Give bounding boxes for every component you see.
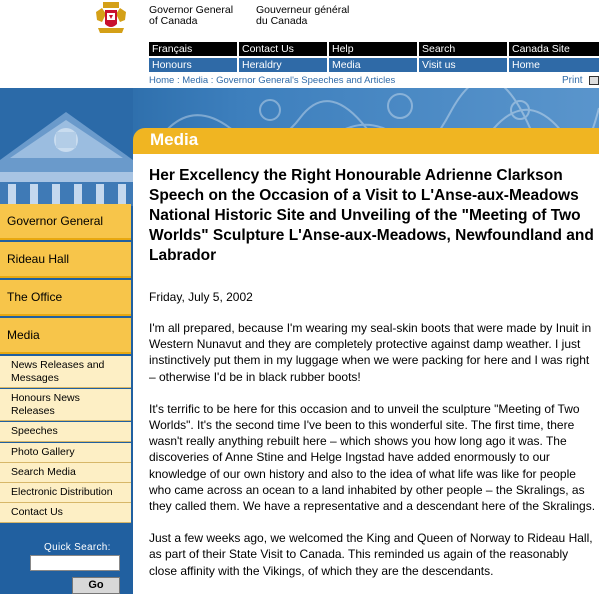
- sidebar-subitem-contact-us[interactable]: Contact Us: [0, 503, 131, 523]
- nav-link-canada-site[interactable]: Canada Site: [512, 43, 570, 55]
- nav-link-honours[interactable]: Honours: [149, 58, 239, 72]
- sidebar-item-governor-general[interactable]: Governor General: [0, 204, 131, 240]
- site-title-english-line2: of Canada: [149, 15, 198, 27]
- breadcrumb-home[interactable]: Home: [149, 75, 175, 86]
- article-title: Her Excellency the Right Honourable Adrienne Clarkson Speech on the Occasion of a Visit to L'Anse-aux-Meadows National Historic Site and Unveiling of the "Meeting of Two Worlds" Sculpture L'Anse-aux-Meadows, Newfoundland and Labrador: [149, 167, 594, 264]
- nav-link-visit-us[interactable]: Visit us: [419, 58, 509, 72]
- sidebar-item-the-office[interactable]: The Office: [0, 280, 131, 316]
- site-title-english-line1: Governor General: [149, 4, 234, 16]
- breadcrumb-separator: :: [174, 75, 183, 86]
- sidebar-subitem-photo-gallery[interactable]: Photo Gallery: [0, 443, 131, 463]
- sidebar-subitem-news-releases[interactable]: News Releases and Messages: [0, 356, 131, 388]
- printer-icon[interactable]: [589, 76, 599, 85]
- site-title-french-line1: Gouverneur général: [256, 4, 350, 16]
- breadcrumb-media[interactable]: Media: [182, 75, 209, 86]
- nav-link-contact-us[interactable]: Contact Us: [239, 42, 329, 56]
- print-link[interactable]: Print: [562, 75, 583, 86]
- quick-search-label: Quick Search:: [44, 542, 111, 553]
- nav-link-help[interactable]: Help: [329, 42, 419, 56]
- sidebar-subitem-honours-news[interactable]: Honours News Releases: [0, 389, 131, 421]
- section-title: Media: [150, 130, 199, 149]
- breadcrumb-separator: :: [208, 75, 217, 86]
- nav-link-media[interactable]: Media: [329, 58, 419, 72]
- breadcrumb: [149, 75, 395, 86]
- site-title-english: [149, 5, 233, 27]
- sidebar-item-rideau-hall[interactable]: Rideau Hall: [0, 242, 131, 278]
- sidebar-item-media[interactable]: Media: [0, 318, 131, 354]
- site-title-french: [256, 5, 349, 27]
- article: [149, 166, 596, 579]
- coat-of-arms-logo: [92, 2, 130, 34]
- sidebar-subitem-search-media[interactable]: Search Media: [0, 463, 131, 483]
- quick-search-go-button[interactable]: Go: [72, 577, 120, 594]
- breadcrumb-current: Governor General's Speeches and Articles: [216, 75, 396, 86]
- nav-link-search[interactable]: Search: [419, 42, 509, 56]
- article-paragraph: I'm all prepared, because I'm wearing my seal-skin boots that were made by Inuit in Western Nunavut and they are completely protective against damp weather. I just instinctively put them in my luggage when we were packing for here and I was right – otherwise I'd be in black rubber boots!: [149, 321, 592, 384]
- quick-search-input[interactable]: [30, 555, 120, 571]
- article-paragraph: Just a few weeks ago, we welcomed the King and Queen of Norway to Rideau Hall, as part of their State Visit to Canada. This reminded us again of the reasonably close affinity with the Vikings, of which they are the descendants.: [149, 531, 593, 578]
- section-navigation: [149, 58, 599, 72]
- building-pediment-image: [0, 88, 133, 206]
- section-tab: [133, 128, 599, 154]
- site-title-french-line2: du Canada: [256, 15, 308, 27]
- article-paragraph: It's terrific to be here for this occasion and to unveil the sculpture "Meeting of Two Worlds". It's the second time I've been to this wonderful site. The first time, there wasn't really anything rebuilt here – which shows you how long ago it was. The discoveries of Anne Stine and Helge Ingstad have added enormously to our knowledge of our own history and also to the idea of what life was like for people who came across an ocean to a land inhabited by other people – the Skralings, as they called them. We have a representative and a descendant here of the Skralings.: [149, 401, 596, 514]
- sidebar-subitem-speeches[interactable]: Speeches: [0, 422, 131, 442]
- nav-link-heraldry[interactable]: Heraldry: [239, 58, 329, 72]
- nav-link-home[interactable]: Home: [512, 59, 541, 71]
- sidebar-subitem-electronic-distribution[interactable]: Electronic Distribution: [0, 483, 131, 503]
- nav-link-francais[interactable]: Français: [149, 42, 239, 56]
- article-date: Friday, July 5, 2002: [149, 290, 253, 304]
- top-navigation: [149, 42, 599, 56]
